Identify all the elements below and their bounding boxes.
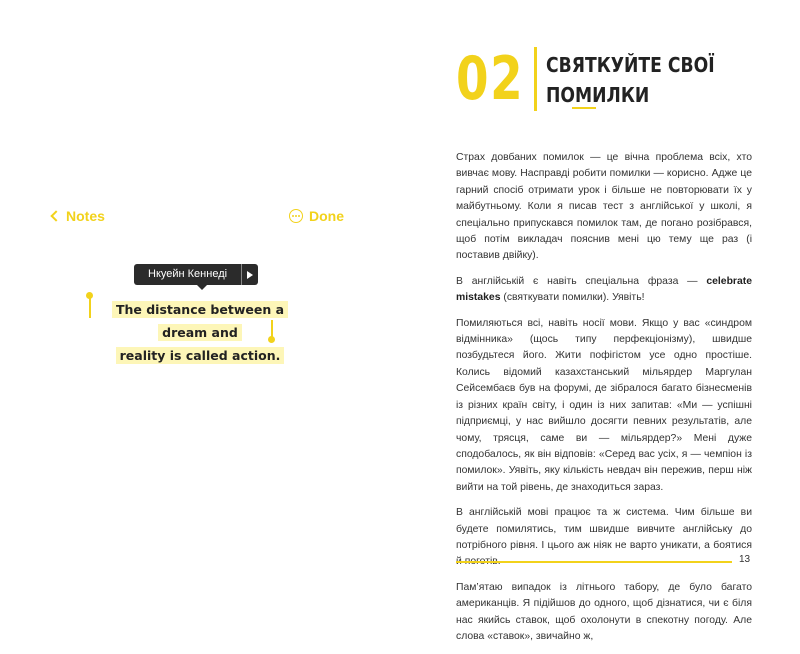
chapter-title-line-2: ПОМИЛКИ (546, 83, 650, 107)
notes-back-button[interactable] (52, 208, 105, 224)
left-page (0, 0, 400, 596)
footer-rule (456, 561, 732, 563)
done-button[interactable] (289, 208, 344, 224)
paragraph: Страх довбаних помилок — це вічна проблема всіх, хто вивчає мову. Насправді робити помилки — корисно. Адже це гарний спосіб отримати урок і більше не повторювати їх у майбутньому. Коли я писав тест з англійської у школі, я спеціально припускався помилок там, де погано розібрався, щоб потім викладач пояснив мені цю тему ще раз (і поставив двійку). (456, 152, 752, 262)
more-icon (289, 209, 303, 223)
quote-line-1: The distance between a dream and (112, 301, 288, 341)
paragraph-phrase (456, 274, 752, 307)
paragraph: В англійській мові працює та ж система. Чим більше ви будете помилятись, тим швидше вивчите англійську до потрібного рівня. І цього аж ніяк не варто уникати, а боятися (456, 507, 752, 551)
quote-line-2: reality is called action. (116, 347, 285, 364)
selection-end-handle[interactable] (268, 336, 275, 343)
chapter-divider (534, 47, 537, 111)
right-page (400, 0, 800, 642)
done-label: Done (309, 208, 344, 224)
chapter-number: 02 (456, 44, 525, 114)
selected-quote[interactable] (90, 298, 310, 367)
page-number: 13 (739, 554, 751, 565)
body-text (456, 150, 752, 654)
phrase-highlight: celebrate mistakes (456, 275, 752, 304)
play-icon[interactable] (241, 264, 258, 285)
chapter-title-line-1: СВЯТКУЙТЕ СВОЇ (546, 53, 715, 77)
paragraph: Пам’ятаю випадок із літнього табору, де було багато американців. Я підійшов до одного, щоб дізнатися, чи є біля нас якийсь ставок, щоб охолонути в спекотну погоду. Але слова «ставок», звичайно ж, (456, 581, 752, 642)
tooltip-tail (197, 285, 207, 290)
notes-label: Notes (66, 208, 105, 224)
paragraph: Помиляються всі, навіть носії мови. Якщо у вас «синдром відмінника» (щось типу перфекціонізму), швидше позбудьтеся його. Жити пофігістом усе одно простіше. Колись відомий казахстанський мільярдер Маргулан Сейсембаєв був на форумі, де зібралося багато бізнесменів із різних країн світу, і один із них запитав: «Ми — успішні підприємці, у нас вийшло досягти певних результатів, але чому, трясця, саме ви — мільярдер?» Мені дуже сподобалось, як він відповів: «Серед вас усіх, я — чемпіон із помилок». Уявіть, яку кількість невдач він пережив, перш ніж вийти на той рівень, де знаходиться зараз. (456, 317, 752, 493)
author-tooltip (134, 264, 258, 285)
phrase-before: В англійській є навіть спеціальна фраза — (456, 275, 707, 287)
chevron-left-icon (50, 210, 61, 221)
title-underline (572, 107, 596, 109)
chapter-title (546, 50, 715, 110)
phrase-after: (святкувати помилки). Уявіть! (500, 292, 645, 304)
author-name: Нкуейн Кеннеді (148, 268, 228, 280)
